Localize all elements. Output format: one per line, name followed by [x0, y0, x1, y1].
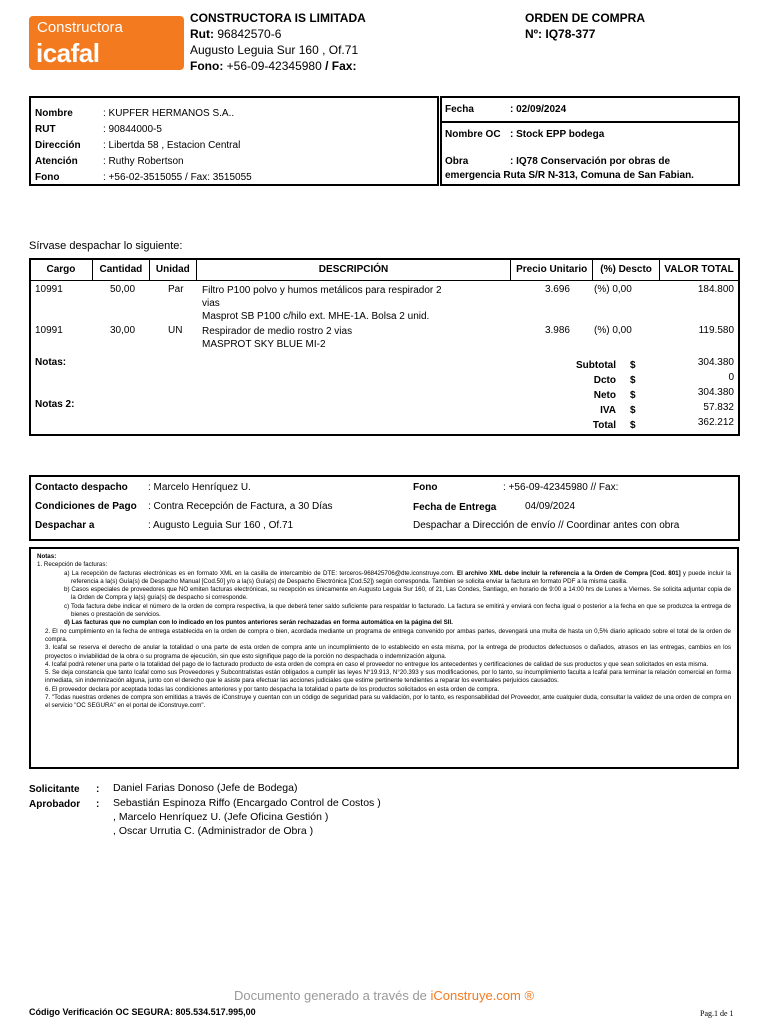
- supplier-label-direccion: Dirección: [35, 140, 81, 151]
- terms-1d: d) Las facturas que no cumplan con lo indicado en los puntos anteriores serán rechazadas en forma automática en la página del SII.: [64, 619, 453, 627]
- row1-descripcion: [202, 284, 442, 323]
- supplier-atencion: : Ruthy Robertson: [103, 156, 184, 167]
- row2-cargo: 10991: [35, 325, 63, 336]
- subtotal-currency: $: [630, 360, 636, 371]
- company-info: [190, 10, 366, 74]
- row1-desc2: vias: [202, 298, 220, 309]
- row1-desc1: Filtro P100 polvo y humos metálicos para respirador 2: [202, 285, 442, 296]
- solicitante-value: Daniel Farias Donoso (Jefe de Bodega): [113, 782, 298, 794]
- terms-7: 7. "Todas nuestras ordenes de compra son emitidas a través de iConstruye y cuentan con un código de seguridad para su validación, por lo tanto, es responsabilidad del Proveedor, ante cualquier duda, consultar la validez de una orden de compra en el servicio "OC SEGURA" en el portal de iConstruye.com".: [45, 694, 731, 710]
- col-unidad: Unidad: [149, 259, 196, 281]
- entrega-label: Fecha de Entrega: [413, 502, 497, 513]
- terms-1c: c) Toda factura debe indicar el número de la orden de compra respectiva, la que deberá tener saldo suficiente para respaldar lo facturado. La factura se emitirá y enviará con fecha igual o posterior a la fecha en que se produzca la entrega de bienes o prestación de servicios.: [64, 602, 731, 619]
- row2-desc2: MASPROT SKY BLUE MI-2: [202, 339, 326, 350]
- supplier-fono: : +56-02-3515055 / Fax: 3515055: [103, 172, 252, 183]
- terms-3: 3. Icafal se reserva el derecho de anular la totalidad o una parte de esta orden de compra ante un incumplimiento de lo establecido en esta misma, por la entrega de productos defectuosos o dañados, atrasos en las entregas, cambios en los proyectos o inviabilidad de la obra o su programa de ejecución, sin que esto signifique pago de la porción no despachada o indemnización alguna.: [45, 644, 731, 660]
- terms-title: Notas:: [37, 553, 57, 560]
- despachar-value: : Augusto Leguia Sur 160 , Of.71: [148, 520, 294, 531]
- col-cargo: Cargo: [30, 259, 93, 281]
- supplier-direccion: : Libertda 58 , Estacion Central: [103, 140, 241, 151]
- col-precio: Precio Unitario: [511, 259, 593, 281]
- order-number: IQ78-377: [545, 27, 596, 41]
- total-currency: $: [630, 420, 636, 431]
- col-descripcion: DESCRIPCIÓN: [196, 259, 510, 281]
- condiciones-label: Condiciones de Pago: [35, 501, 137, 512]
- row2-precio: 3.986: [544, 325, 570, 336]
- terms-1a-bold: El archivo XML debe incluir la referencia a la Orden de Compra [Cod. 801]: [454, 569, 681, 577]
- company-fono: +56-09-42345980: [226, 59, 322, 73]
- col-total: VALOR TOTAL: [660, 259, 739, 281]
- condiciones-value: : Contra Recepción de Factura, a 30 Días: [148, 501, 333, 512]
- supplier-label-nombre: Nombre: [35, 108, 73, 119]
- footer-brand-link[interactable]: iConstruye.com ®: [430, 988, 535, 1003]
- company-rut: 96842570-6: [217, 27, 282, 41]
- company-name: CONSTRUCTORA IS LIMITADA: [190, 11, 366, 25]
- notas-label: Notas:: [35, 357, 67, 368]
- supplier-nombre: : KUPFER HERMANOS S.A..: [103, 108, 235, 119]
- page-number: Pag.1 de 1: [700, 1009, 734, 1018]
- aprobador-3: , Oscar Urrutia C. (Administrador de Obra ): [113, 825, 314, 837]
- iva-currency: $: [630, 405, 636, 416]
- row1-total: 184.800: [697, 284, 734, 295]
- aprobador-1: Sebastián Espinoza Riffo (Encargado Control de Costos ): [113, 797, 381, 809]
- dcto-label: Dcto: [593, 375, 616, 386]
- company-address: Augusto Leguia Sur 160 , Of.71: [190, 43, 359, 57]
- supplier-label-fono: Fono: [35, 172, 60, 183]
- terms-1a-rest: y puede incluir la referencia a la(s) Guía(s) de Despacho Manual [Cod.50] y/o a la(s) Guía(s) de Despacho Electrónica [Cod.52]) según corresponda. Tambien se solicita enviar la factura en formato PDF a la misma casilla.: [71, 569, 732, 585]
- company-logo: [29, 16, 184, 99]
- iva-label: IVA: [600, 405, 616, 416]
- row1-cargo: 10991: [35, 284, 63, 295]
- entrega-value: 04/09/2024: [525, 501, 576, 512]
- terms-box: [29, 547, 739, 769]
- verification-code: [29, 1007, 256, 1017]
- terms-2: 2. El no cumplimiento en la fecha de entrega establecida en la orden de compra o bien, acordada mediante un programa de entrega convenido por ambas partes, devengará una multa de hasta un 0,5% diario aplicado sobre el total de la orden de compra.: [45, 627, 731, 643]
- meta-divider: [440, 121, 740, 123]
- rut-label: Rut:: [190, 27, 214, 41]
- terms-5: 5. Se deja constancia que tanto Icafal como sus Proveedores y Subcontratistas están obligados a cumplir las leyes N°19.913, N°20.393 y sus modificaciones, por lo tanto, su incumplimiento faculta a Icafal para terminar la relación comercial en forma inmediata, sin indemnización alguna, junto con el derecho que le asiste para efectuar las acciones judiciales que estime pertinente tendientes a reparar los eventuales perjuicios causados.: [45, 669, 731, 685]
- despachar-label: Despachar a: [35, 520, 95, 531]
- fecha-value: : 02/09/2024: [510, 104, 567, 115]
- neto-currency: $: [630, 390, 636, 401]
- intro-text: Sírvase despachar lo siguiente:: [29, 240, 183, 252]
- row2-descripcion: [202, 325, 352, 351]
- subtotal-label: Subtotal: [576, 360, 616, 371]
- row1-precio: 3.696: [544, 284, 570, 295]
- logo-line2: icafal sicomaq: [36, 38, 138, 99]
- total-value: 362.212: [697, 417, 734, 428]
- supplier-label-atencion: Atención: [35, 156, 78, 167]
- order-title: ORDEN DE COMPRA: [525, 11, 646, 25]
- contacto-label: Contacto despacho: [35, 482, 128, 493]
- aprobador-2: , Marcelo Henríquez U. (Jefe Oficina Gestión ): [113, 811, 329, 823]
- subtotal-value: 304.380: [697, 357, 734, 368]
- col-descto: (%) Descto: [593, 259, 660, 281]
- terms-1b: b) Casos especiales de proveedores que NO emiten facturas electrónicas, su recepción es únicamente en Augusto Leguia Sur 160, of 21, Las Condes, Santiago, en horario de 9:00 a 14:00 hrs de Lunes a Viernes. Se solicita adjuntar copia de la Orden de Compra y la(s) guía(s) de despacho si corresponde.: [64, 586, 731, 602]
- row2-cantidad: 30,00: [110, 325, 136, 336]
- nombre-oc-value: : Stock EPP bodega: [510, 129, 605, 140]
- supplier-label-rut: RUT: [35, 124, 56, 135]
- neto-label: Neto: [593, 390, 616, 401]
- total-label: Total: [592, 420, 616, 431]
- dispatch-fono-value: : +56-09-42345980 // Fax:: [503, 482, 619, 493]
- row1-cantidad: 50,00: [110, 284, 136, 295]
- dispatch-note: Despachar a Dirección de envío // Coordinar antes con obra: [413, 520, 680, 531]
- obra-label: Obra: [445, 156, 469, 167]
- solicitante-label: Solicitante: [29, 784, 80, 795]
- col-cantidad: Cantidad: [92, 259, 149, 281]
- row1-desc3: Masprot SB P100 c/hilo ext. MHE-1A. Bolsa 2 unid.: [202, 311, 430, 322]
- notas2-label: Notas 2:: [35, 399, 75, 410]
- neto-value: 304.380: [697, 387, 734, 398]
- fecha-label: Fecha: [445, 104, 474, 115]
- aprobador-colon: :: [96, 799, 100, 810]
- solicitante-colon: :: [96, 784, 100, 795]
- dispatch-fono-label: Fono: [413, 482, 438, 493]
- terms-1a-text: a) La recepción de facturas electrónicas es en formato XML en la casilla de intercambio de DTE: terceros-968425706@dte.iconstruye.com.: [64, 569, 455, 577]
- order-header: [525, 10, 645, 42]
- dcto-currency: $: [630, 375, 636, 386]
- footer-generated: [0, 988, 768, 1003]
- iva-value: 57.832: [703, 402, 734, 413]
- terms-1: 1. Recepción de facturas:: [37, 561, 108, 569]
- contacto-value: : Marcelo Henríquez U.: [148, 482, 251, 493]
- fax-label: / Fax:: [325, 59, 357, 73]
- dcto-value: 0: [728, 372, 734, 383]
- row1-unidad: Par: [168, 284, 184, 295]
- fono-label: Fono:: [190, 59, 224, 73]
- row2-descto: (%) 0,00: [594, 325, 632, 336]
- nombre-oc-label: Nombre OC: [445, 129, 501, 140]
- row1-descto: (%) 0,00: [594, 284, 632, 295]
- terms-1a: [37, 570, 731, 587]
- supplier-rut: : 90844000-5: [103, 124, 162, 135]
- obra-value-1: : IQ78 Conservación por obras de: [510, 156, 671, 167]
- logo-line1: Constructora: [37, 19, 123, 36]
- items-table-header: [29, 258, 739, 281]
- verification-label: Código Verificación OC SEGURA:: [29, 1007, 174, 1017]
- verification-value: 805.534.517.995,00: [175, 1007, 256, 1017]
- order-number-label: Nº:: [525, 27, 543, 41]
- terms-6: 6. El proveedor declara por aceptada todas las condiciones anteriores y por tanto despacha la totalidad o parte de los productos solicitados en esta orden de compra.: [45, 685, 500, 693]
- row2-unidad: UN: [168, 325, 183, 336]
- footer-generated-text: Documento generado a través de: [233, 988, 431, 1003]
- obra-value-2: emergencia Ruta S/R N-313, Comuna de San Fabian.: [445, 170, 694, 181]
- aprobador-label: Aprobador: [29, 799, 81, 810]
- row2-total: 119.580: [698, 325, 734, 336]
- terms-4: 4. Icafal podrá retener una parte o la totalidad del pago de lo facturado producto de esta orden de compra en caso el proveedor no entregue los antecedentes y certificaciones de calidad de sus productos y que sean solicitados en esta misma.: [45, 660, 709, 668]
- row2-desc1: Respirador de medio rostro 2 vias: [202, 326, 353, 337]
